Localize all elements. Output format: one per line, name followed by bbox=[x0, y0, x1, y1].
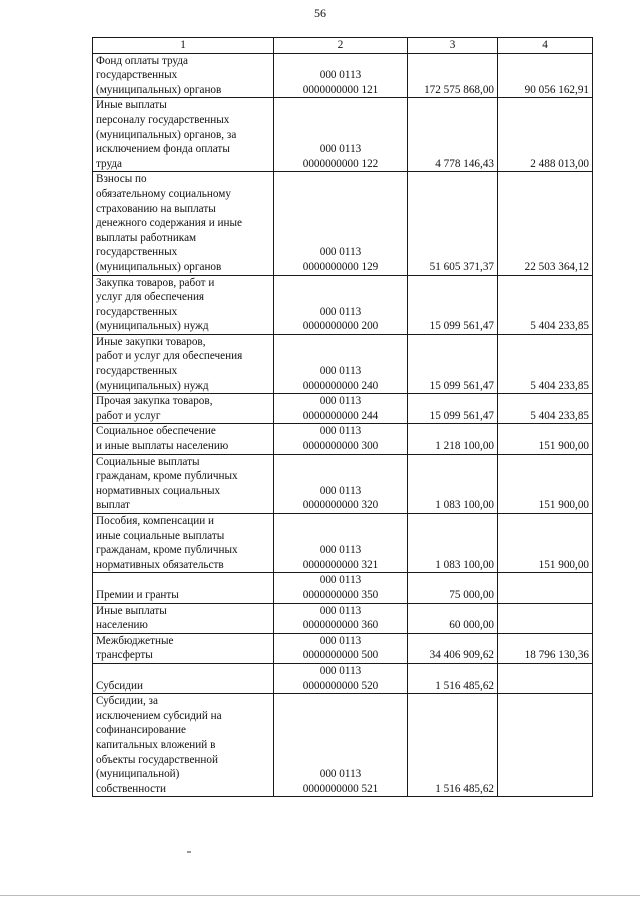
row-name-cell: Иные закупки товаров, работ и услуг для обеспечения государственных (муниципальных) нужд bbox=[93, 334, 274, 393]
row-col3-cell: 75 000,00 bbox=[408, 573, 498, 603]
row-col4-cell: 5 404 233,85 bbox=[498, 394, 593, 424]
row-code-cell: 000 0113 0000000000 240 bbox=[274, 334, 408, 393]
page-number: 56 bbox=[314, 6, 326, 20]
row-col4-cell: 151 900,00 bbox=[498, 424, 593, 454]
row-col3-cell: 15 099 561,47 bbox=[408, 275, 498, 334]
row-code-cell: 000 0113 0000000000 521 bbox=[274, 694, 408, 797]
table-row bbox=[93, 424, 593, 454]
table-body bbox=[93, 53, 593, 797]
row-name-cell: Пособия, компенсации и иные социальные выплаты гражданам, кроме публичных нормативных обязательств bbox=[93, 514, 274, 573]
row-col3-cell: 1 516 485,62 bbox=[408, 663, 498, 693]
header-col-1: 1 bbox=[93, 38, 274, 54]
header-row bbox=[93, 38, 593, 54]
row-col4-cell: 5 404 233,85 bbox=[498, 275, 593, 334]
row-code-cell: 000 0113 0000000000 520 bbox=[274, 663, 408, 693]
row-name-cell: Иные выплаты населению bbox=[93, 603, 274, 633]
row-name-cell: Взносы по обязательному социальному страхованию на выплаты денежного содержания и иные выплаты работникам государственных (муниципальных) органов bbox=[93, 172, 274, 275]
table-row bbox=[93, 694, 593, 797]
row-col3-cell: 172 575 868,00 bbox=[408, 53, 498, 98]
row-name-cell: Иные выплаты персоналу государственных (муниципальных) органов, за исключением фонда оплаты труда bbox=[93, 98, 274, 172]
row-code-cell: 000 0113 0000000000 200 bbox=[274, 275, 408, 334]
row-col4-cell bbox=[498, 603, 593, 633]
header-col-4: 4 bbox=[498, 38, 593, 54]
row-col3-cell: 60 000,00 bbox=[408, 603, 498, 633]
row-code-cell: 000 0113 0000000000 360 bbox=[274, 603, 408, 633]
table-row bbox=[93, 334, 593, 393]
row-code-cell: 000 0113 0000000000 320 bbox=[274, 454, 408, 513]
row-col3-cell: 1 083 100,00 bbox=[408, 454, 498, 513]
header-col-3: 3 bbox=[408, 38, 498, 54]
table-row bbox=[93, 53, 593, 98]
scan-speck bbox=[187, 851, 191, 853]
table-row bbox=[93, 172, 593, 275]
row-code-cell: 000 0113 0000000000 244 bbox=[274, 394, 408, 424]
row-col3-cell: 34 406 909,62 bbox=[408, 633, 498, 663]
page-edge-line bbox=[0, 895, 640, 896]
row-code-cell: 000 0113 0000000000 321 bbox=[274, 514, 408, 573]
row-code-cell: 000 0113 0000000000 121 bbox=[274, 53, 408, 98]
header-col-2: 2 bbox=[274, 38, 408, 54]
row-col4-cell: 18 796 130,36 bbox=[498, 633, 593, 663]
table-row bbox=[93, 454, 593, 513]
row-col4-cell: 151 900,00 bbox=[498, 514, 593, 573]
row-col3-cell: 15 099 561,47 bbox=[408, 334, 498, 393]
row-col4-cell bbox=[498, 573, 593, 603]
row-name-cell: Межбюджетные трансферты bbox=[93, 633, 274, 663]
table-row bbox=[93, 663, 593, 693]
row-code-cell: 000 0113 0000000000 500 bbox=[274, 633, 408, 663]
row-name-cell: Социальное обеспечение и иные выплаты населению bbox=[93, 424, 274, 454]
budget-table bbox=[92, 37, 593, 797]
row-name-cell: Субсидии bbox=[93, 663, 274, 693]
table-row bbox=[93, 573, 593, 603]
row-code-cell: 000 0113 0000000000 300 bbox=[274, 424, 408, 454]
row-col4-cell bbox=[498, 694, 593, 797]
row-col4-cell: 90 056 162,91 bbox=[498, 53, 593, 98]
row-col4-cell: 22 503 364,12 bbox=[498, 172, 593, 275]
row-name-cell: Закупка товаров, работ и услуг для обеспечения государственных (муниципальных) нужд bbox=[93, 275, 274, 334]
row-name-cell: Прочая закупка товаров, работ и услуг bbox=[93, 394, 274, 424]
table-row bbox=[93, 394, 593, 424]
row-col3-cell: 4 778 146,43 bbox=[408, 98, 498, 172]
row-code-cell: 000 0113 0000000000 350 bbox=[274, 573, 408, 603]
row-col4-cell: 2 488 013,00 bbox=[498, 98, 593, 172]
table-row bbox=[93, 514, 593, 573]
row-col3-cell: 1 218 100,00 bbox=[408, 424, 498, 454]
row-col3-cell: 1 083 100,00 bbox=[408, 514, 498, 573]
row-col3-cell: 15 099 561,47 bbox=[408, 394, 498, 424]
table-row bbox=[93, 98, 593, 172]
row-code-cell: 000 0113 0000000000 122 bbox=[274, 98, 408, 172]
row-col4-cell: 5 404 233,85 bbox=[498, 334, 593, 393]
row-name-cell: Субсидии, за исключением субсидий на софинансирование капитальных вложений в объекты государственной (муниципальной) собственности bbox=[93, 694, 274, 797]
table-row bbox=[93, 603, 593, 633]
row-col4-cell bbox=[498, 663, 593, 693]
row-code-cell: 000 0113 0000000000 129 bbox=[274, 172, 408, 275]
row-col4-cell: 151 900,00 bbox=[498, 454, 593, 513]
row-name-cell: Фонд оплаты труда государственных (муниципальных) органов bbox=[93, 53, 274, 98]
row-col3-cell: 1 516 485,62 bbox=[408, 694, 498, 797]
row-name-cell: Премии и гранты bbox=[93, 573, 274, 603]
row-col3-cell: 51 605 371,37 bbox=[408, 172, 498, 275]
row-name-cell: Социальные выплаты гражданам, кроме публичных нормативных социальных выплат bbox=[93, 454, 274, 513]
table-row bbox=[93, 633, 593, 663]
table-row bbox=[93, 275, 593, 334]
